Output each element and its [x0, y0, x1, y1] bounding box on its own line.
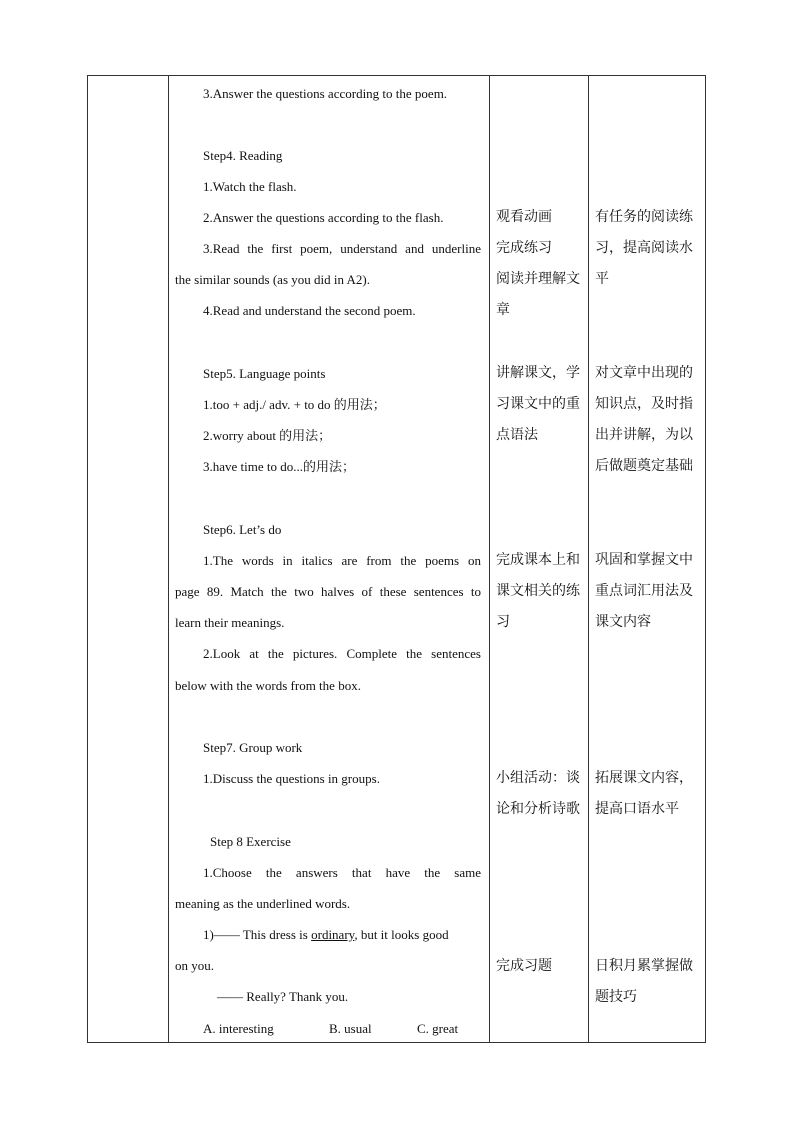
step3-question-line: 3.Answer the questions according to the poem. — [203, 86, 448, 101]
purpose-text: 习，提高阅读水 — [595, 240, 693, 256]
activity-text: 习课文中的重 — [496, 396, 580, 412]
step5-title: Step5. Language points — [203, 366, 326, 381]
step6-title: Step6. Let’s do — [203, 522, 282, 537]
step5-item-3: 3.have time to do...的用法； — [203, 459, 356, 474]
activity-text: 完成习题 — [496, 958, 552, 974]
purpose-text: 知识点，及时指 — [595, 396, 693, 412]
purpose-text: 日积月累掌握做 — [595, 958, 693, 974]
exercise-question-1 — [203, 927, 449, 943]
question-text-after: , but it looks good — [354, 927, 449, 942]
step7-title: Step7. Group work — [203, 740, 303, 755]
activity-text: 完成练习 — [496, 240, 552, 256]
option-c: C. great — [417, 1021, 459, 1036]
empty-column-cell — [88, 76, 168, 1042]
option-a: A. interesting — [203, 1021, 274, 1036]
step6-item-1-line2: page 89. Match the two halves of these sentences to — [175, 584, 481, 599]
activity-text: 点语法 — [496, 427, 538, 443]
step4-item-3-line1: 3.Read the first poem, understand and underline — [203, 241, 481, 256]
activity-text: 习 — [496, 614, 510, 630]
purpose-text: 平 — [595, 271, 609, 287]
step4-title: Step4. Reading — [203, 148, 283, 163]
activity-text: 讲解课文，学 — [496, 365, 580, 381]
exercise-question-1-line2: on you. — [175, 958, 214, 973]
activity-text: 小组活动：谈 — [496, 770, 580, 786]
design-purpose-cell — [589, 76, 705, 1042]
step4-item-3-line2: the similar sounds (as you did in A2). — [175, 272, 370, 287]
underlined-word: ordinary — [311, 927, 355, 942]
step6-item-2-line2: below with the words from the box. — [175, 678, 361, 693]
step5-item-1: 1.too + adj./ adv. + to do 的用法； — [203, 397, 386, 412]
step8-item-1-line2: meaning as the underlined words. — [175, 896, 351, 911]
teaching-steps-cell — [169, 76, 489, 1042]
step8-item-1-line1: 1.Choose the answers that have the same — [203, 865, 481, 880]
purpose-text: 对文章中出现的 — [595, 365, 693, 381]
purpose-text: 重点词汇用法及 — [595, 583, 693, 599]
activity-text: 课文相关的练 — [496, 583, 580, 599]
purpose-text: 拓展课文内容， — [595, 770, 693, 786]
step4-item-1: 1.Watch the flash. — [203, 179, 297, 194]
activity-text: 完成课本上和 — [496, 552, 580, 568]
step4-item-2: 2.Answer the questions according to the flash. — [203, 210, 444, 225]
step5-item-2: 2.worry about 的用法； — [203, 428, 332, 443]
student-activity-cell — [490, 76, 588, 1042]
purpose-text: 提高口语水平 — [595, 801, 679, 817]
step6-item-2-line1: 2.Look at the pictures. Complete the sentences — [203, 646, 481, 661]
purpose-text: 课文内容 — [595, 614, 651, 630]
purpose-text: 题技巧 — [595, 989, 637, 1005]
lesson-plan-table — [87, 75, 706, 1043]
step6-item-1-line1: 1.The words in italics are from the poems on — [203, 553, 481, 568]
option-b: B. usual — [329, 1021, 372, 1036]
activity-text: 阅读并理解文 — [496, 271, 580, 287]
step4-item-4: 4.Read and understand the second poem. — [203, 303, 416, 318]
purpose-text: 后做题奠定基础 — [595, 458, 693, 474]
purpose-text: 有任务的阅读练 — [595, 209, 693, 225]
exercise-reply: —— Really? Thank you. — [217, 989, 349, 1004]
activity-text: 章 — [496, 302, 510, 318]
activity-text: 观看动画 — [496, 209, 552, 225]
step7-item-1: 1.Discuss the questions in groups. — [203, 771, 380, 786]
purpose-text: 出并讲解，为以 — [595, 427, 693, 443]
step6-item-1-line3: learn their meanings. — [175, 615, 285, 630]
activity-text: 论和分析诗歌 — [496, 801, 580, 817]
step8-title: Step 8 Exercise — [210, 834, 291, 849]
question-text-before: 1)—— This dress is — [203, 927, 312, 942]
purpose-text: 巩固和掌握文中 — [595, 552, 693, 568]
